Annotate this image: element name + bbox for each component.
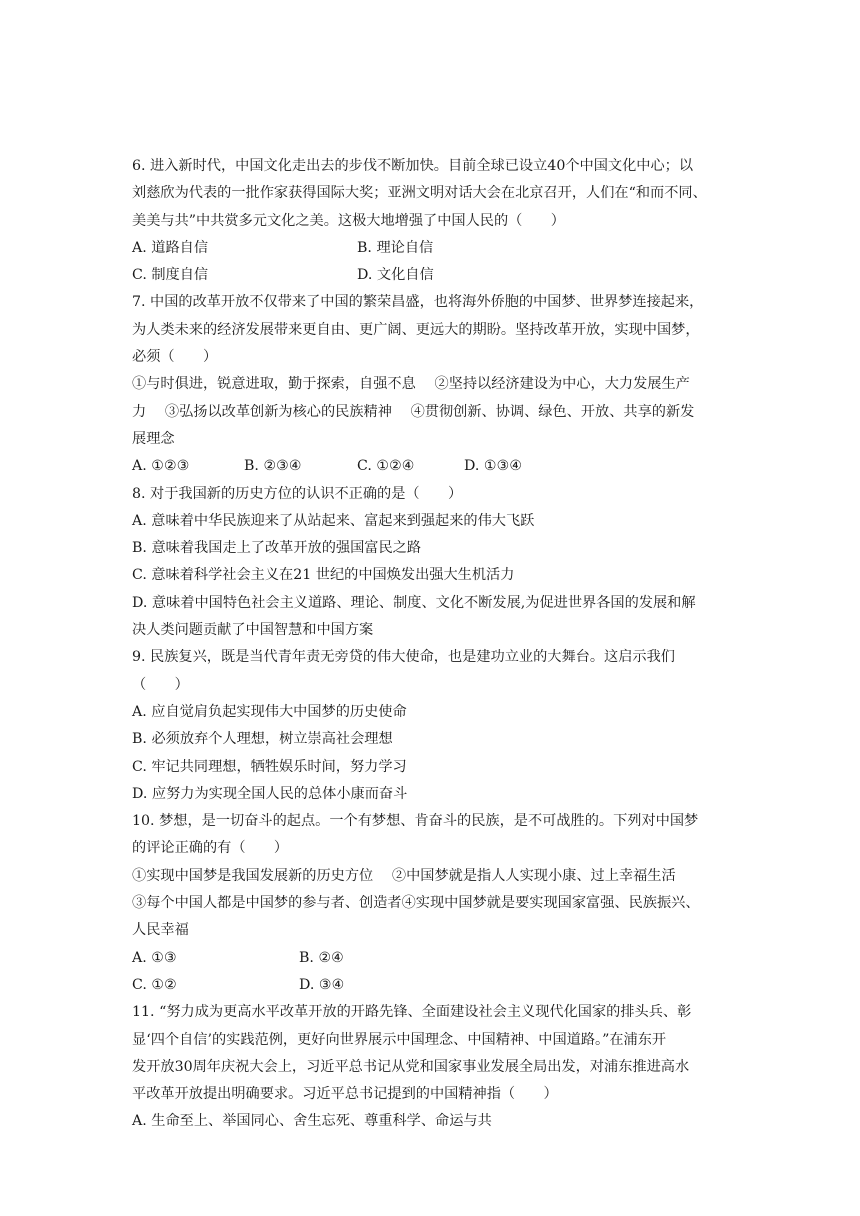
question-7-statements: ①与时俱进，锐意进取，勤于探索，自强不息 ②坚持以经济建设为中心，大力发展生产 <box>132 376 690 393</box>
question-7-statements: 展理念 <box>132 430 175 447</box>
option-d: D. ③④ <box>299 976 345 993</box>
question-6-stem: 刘慈欣为代表的一批作家获得国际大奖；亚洲文明对话大会在北京召开，人们在“和而不同、 <box>132 185 707 202</box>
question-7-stem: 必须（ ） <box>132 349 218 366</box>
question-10-options-row <box>132 945 732 972</box>
question-6-options-row <box>132 262 732 289</box>
option-a: A. 意味着中华民族迎来了从站起来、富起来到强起来的伟大飞跃 <box>132 512 535 529</box>
option-c: C. 牢记共同理想，牺牲娱乐时间，努力学习 <box>132 758 407 775</box>
question-7-stem: 7. 中国的改革开放不仅带来了中国的繁荣昌盛，也将海外侨胞的中国梦、世界梦连接起来， <box>132 294 704 311</box>
option-d: D. 文化自信 <box>357 267 434 284</box>
question-11-stem: 平改革开放提出明确要求。习近平总书记提到的中国精神指（ ） <box>132 1086 558 1103</box>
option-b: B. 理论自信 <box>357 239 434 256</box>
option-d: D. ①③④ <box>464 458 523 475</box>
question-6-options-row <box>132 235 732 262</box>
question-10-statements: ③每个中国人都是中国梦的参与者、创造者④实现中国梦就是要实现国家富强、民族振兴、 <box>132 895 700 912</box>
option-a: A. 应自觉肩负起实现伟大中国梦的历史使命 <box>132 703 407 720</box>
question-9-stem: 9. 民族复兴，既是当代青年责无旁贷的伟大使命，也是建功立业的大舞台。这启示我们 <box>132 649 675 666</box>
question-10-options-row <box>132 972 732 999</box>
question-7-options-row <box>132 453 732 480</box>
question-11 <box>132 999 732 1135</box>
option-b: B. 意味着我国走上了改革开放的强国富民之路 <box>132 540 422 557</box>
question-9-stem: （ ） <box>132 676 189 693</box>
option-d: D. 意味着中国特色社会主义道路、理论、制度、文化不断发展,为促进世界各国的发展和解 <box>132 594 696 611</box>
question-7 <box>132 289 732 480</box>
option-b: B. ②④ <box>299 949 344 966</box>
question-8-stem: 8. 对于我国新的历史方位的认识不正确的是（ ） <box>132 485 463 502</box>
question-7-stem: 为人类未来的经济发展带来更自由、更广阔、更远大的期盼。坚持改革开放，实现中国梦， <box>132 321 700 338</box>
question-6-stem: 6. 进入新时代，中国文化走出去的步伐不断加快。目前全球已设立40个中国文化中心；以 <box>132 158 694 174</box>
option-c: C. ①② <box>132 976 177 993</box>
option-a: A. ①③ <box>132 949 177 966</box>
question-6 <box>132 153 732 289</box>
question-9 <box>132 644 732 808</box>
question-11-stem: 11. “努力成为更高水平改革开放的开路先锋、全面建设社会主义现代化国家的排头兵、彰 <box>132 1004 692 1021</box>
question-10 <box>132 808 732 999</box>
question-list <box>132 153 732 1136</box>
question-10-stem: 10. 梦想，是一切奋斗的起点。一个有梦想、肯奋斗的民族，是不可战胜的。下列对中国梦 <box>132 813 699 830</box>
option-a: A. ①②③ <box>132 458 190 475</box>
question-11-stem: 发开放30周年庆祝大会上，习近平总书记从党和国家事业发展全局出发，对浦东推进高水 <box>132 1058 690 1075</box>
question-6-stem: 美美与共”中共赏多元文化之美。这极大地增强了中国人民的（ ） <box>132 212 565 229</box>
question-10-statements: ①实现中国梦是我国发展新的历史方位 ②中国梦就是指人人实现小康、过上幸福生活 <box>132 867 676 884</box>
option-a: A. 生命至上、举国同心、舍生忘死、尊重科学、命运与共 <box>132 1113 492 1130</box>
question-10-statements: 人民幸福 <box>132 922 189 939</box>
question-11-stem: 显‘四个自信’的实践范例，更好向世界展示中国理念、中国精神、中国道路。”在浦东开 <box>132 1031 667 1048</box>
option-d: D. 应努力为实现全国人民的总体小康而奋斗 <box>132 785 408 802</box>
option-a: A. 道路自信 <box>132 239 209 256</box>
option-c: C. 制度自信 <box>132 267 209 284</box>
question-7-statements: 力 ③弘扬以改革创新为核心的民族精神 ④贯彻创新、协调、绿色、开放、共享的新发 <box>132 403 695 420</box>
option-b: B. ②③④ <box>244 458 302 475</box>
question-10-stem: 的评论正确的有（ ） <box>132 840 289 857</box>
option-c: C. 意味着科学社会主义在21 世纪的中国焕发出强大生机活力 <box>132 567 515 584</box>
question-8 <box>132 481 732 645</box>
option-c: C. ①②④ <box>357 458 415 475</box>
option-d-continued: 决人类问题贡献了中国智慧和中国方案 <box>132 622 374 639</box>
option-b: B. 必须放弃个人理想，树立崇高社会理想 <box>132 731 393 748</box>
